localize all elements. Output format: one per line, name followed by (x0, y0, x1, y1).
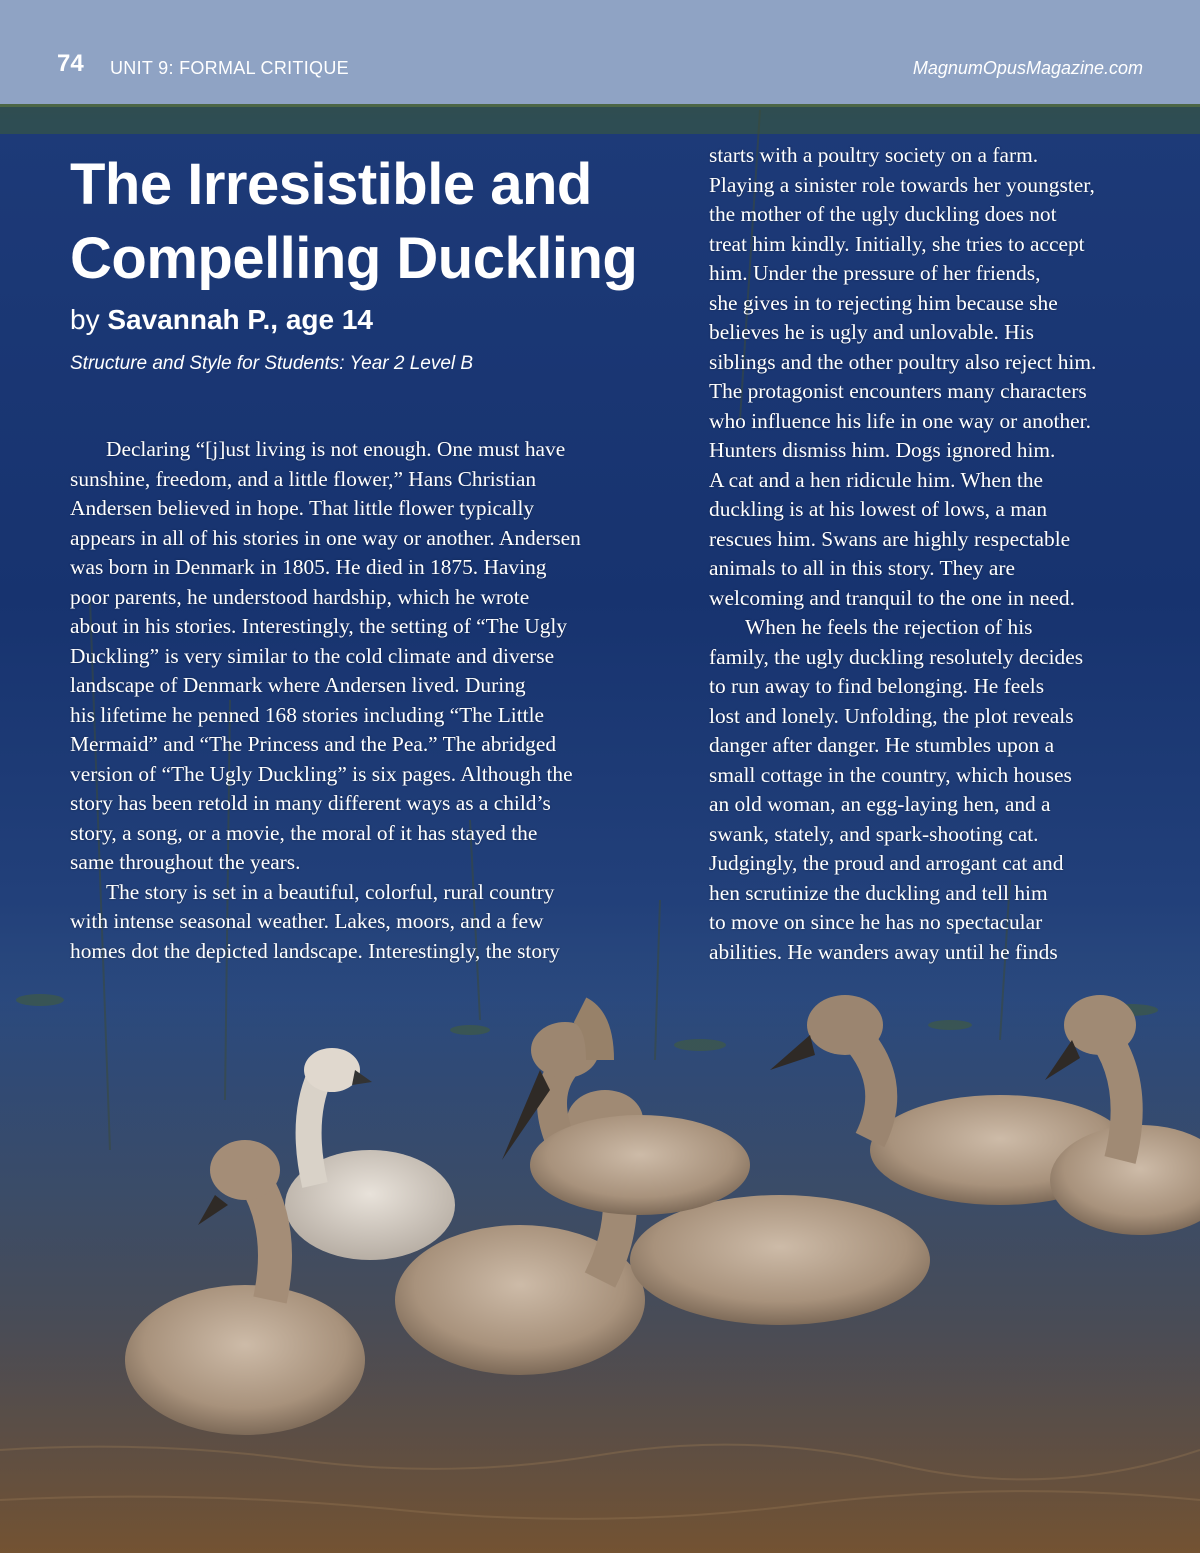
byline-prefix: by (70, 304, 100, 335)
text-line: sunshine, freedom, and a little flower,” Hans Christian (70, 466, 537, 491)
text-line: starts with a poultry society on a farm. (709, 143, 1039, 167)
text-line: story has been retold in many different ways as a child’s (70, 791, 551, 815)
text-line: treat him kindly. Initially, she tries to accept (709, 231, 1085, 256)
text-line: was born in Denmark in 1805. He died in 1875. Having (70, 555, 547, 579)
article-title (70, 148, 690, 296)
text-line: animals to all in this story. They are (709, 556, 1015, 580)
text-line: landscape of Denmark where Andersen lived. During (70, 673, 526, 697)
text-line: duckling is at his lowest of lows, a man (709, 497, 1048, 521)
text-line: swank, stately, and spark-shooting cat. (709, 821, 1039, 846)
text-line: his lifetime he penned 168 stories including “The Little (70, 702, 545, 727)
page-header (0, 0, 1200, 107)
text-line: who influence his life in one way or another. (709, 408, 1091, 433)
text-line: welcoming and tranquil to the one in need. (709, 585, 1075, 610)
text-line: danger after danger. He stumbles upon a (709, 733, 1055, 757)
text-line: Playing a sinister role towards her youngster, (709, 172, 1095, 197)
text-line: about in his stories. Interestingly, the setting of “The Ugly (70, 614, 568, 638)
text-line: Mermaid” and “The Princess and the Pea.” The abridged (70, 732, 557, 756)
title-line: The Irresistible and (70, 152, 592, 217)
text-line: Andersen believed in hope. That little flower typically (70, 496, 535, 520)
text-line: Hunters dismiss him. Dogs ignored him. (709, 438, 1056, 462)
text-line: lost and lonely. Unfolding, the plot reveals (709, 703, 1074, 728)
page-number: 74 (57, 50, 84, 77)
text-line: poor parents, he understood hardship, which he wrote (70, 584, 530, 609)
text-line: rescues him. Swans are highly respectable (709, 526, 1071, 551)
text-line: the mother of the ugly duckling does not (709, 202, 1057, 226)
text-line: abilities. He wanders away until he finds (709, 939, 1058, 964)
text-line: family, the ugly duckling resolutely decides (709, 644, 1084, 669)
text-line: When he feels the rejection of his (745, 615, 1033, 639)
text-line: appears in all of his stories in one way or another. Andersen (70, 525, 581, 550)
text-line: siblings and the other poultry also reject him. (709, 349, 1097, 374)
text-line: same throughout the years. (70, 850, 301, 874)
text-line: A cat and a hen ridicule him. When the (709, 467, 1044, 492)
text-line: believes he is ugly and unlovable. His (709, 320, 1034, 344)
text-line: The protagonist encounters many characters (709, 379, 1087, 403)
article-column-left (70, 435, 650, 966)
article-column-right (709, 141, 1149, 967)
title-line: Compelling Duckling (70, 226, 638, 291)
text-line: small cottage in the country, which houses (709, 762, 1072, 787)
site-url: MagnumOpusMagazine.com (912, 58, 1143, 78)
text-line: him. Under the pressure of her friends, (709, 261, 1041, 285)
text-line: with intense seasonal weather. Lakes, moors, and a few (70, 909, 544, 933)
text-line: to run away to find belonging. He feels (709, 674, 1045, 698)
byline-author: Savannah P., age 14 (107, 304, 373, 335)
text-line: Declaring “[j]ust living is not enough. One must have (106, 437, 566, 461)
byline (70, 304, 373, 336)
text-line: to move on since he has no spectacular (709, 910, 1043, 934)
text-line: Judgingly, the proud and arrogant cat and (709, 851, 1064, 875)
article-subtitle: Structure and Style for Students: Year 2 Level B (70, 353, 474, 374)
text-line: homes dot the depicted landscape. Interestingly, the story (70, 938, 560, 963)
unit-label: UNIT 9: FORMAL CRITIQUE (110, 58, 349, 78)
text-line: story, a song, or a movie, the moral of it has stayed the (70, 820, 538, 845)
text-line: The story is set in a beautiful, colorful, rural country (106, 879, 555, 904)
text-line: Duckling” is very similar to the cold climate and diverse (70, 643, 555, 668)
text-line: an old woman, an egg-laying hen, and a (709, 792, 1051, 816)
text-line: hen scrutinize the duckling and tell him (709, 880, 1048, 905)
text-line: she gives in to rejecting him because she (709, 290, 1058, 315)
text-line: version of “The Ugly Duckling” is six pages. Although the (70, 761, 573, 786)
